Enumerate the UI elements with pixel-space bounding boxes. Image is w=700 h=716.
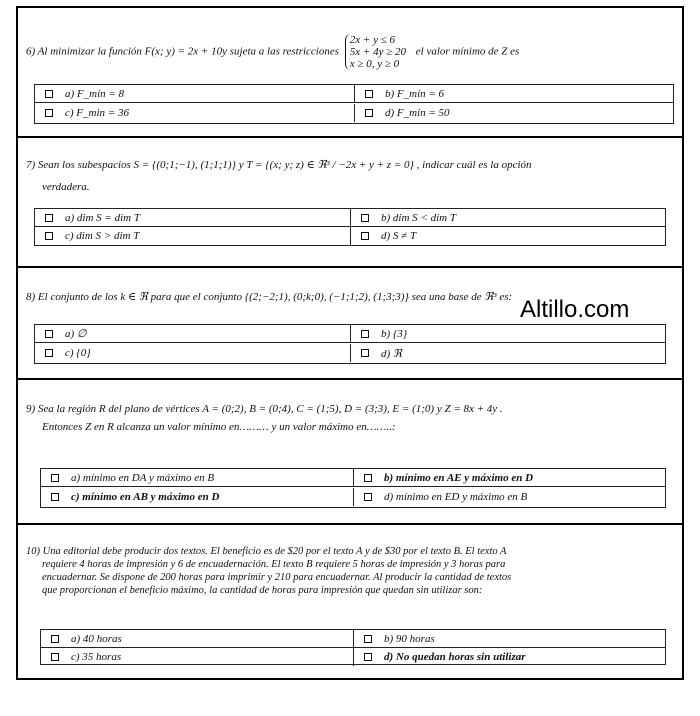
question-7-statement [26,158,674,194]
option-8c[interactable] [35,344,350,362]
checkbox[interactable] [51,474,59,482]
option-label: c) {0} [65,347,91,359]
checkbox[interactable] [45,109,53,117]
option-9b[interactable] [353,469,665,487]
checkbox[interactable] [365,90,373,98]
option-label: b) dim S < dim T [381,211,456,224]
question-10-line-3: encuadernar. Se dispone de 200 horas para imprimir y 210 para encuadernar. Al producir la cantidad de textos [42,572,512,583]
option-9d[interactable] [353,488,665,506]
option-10c[interactable] [41,648,353,666]
question-6 [18,8,682,138]
checkbox[interactable] [45,232,53,240]
option-label: c) F_min = 36 [65,107,129,119]
question-9-statement [26,402,674,434]
question-10-line-1: 10) Una editorial debe producir dos textos. El beneficio es de $20 por el texto A y de $30 por el texto B. El texto A [26,546,507,557]
option-8a[interactable] [35,325,350,343]
question-6-text-end: el valor mínimo de Z es [415,45,520,58]
option-7d[interactable] [350,227,665,245]
option-label: c) 35 horas [71,651,122,663]
option-label: b) F_min = 6 [385,87,445,100]
option-10d[interactable] [353,648,665,666]
checkbox[interactable] [364,635,372,643]
checkbox[interactable] [364,474,372,482]
question-9-text: 9) Sea la región R del plano de vértices A = (0;2), B = (0;4), C = (1;5), D = (3;3), E = (1;0) y Z = 8x + 4y . [26,403,503,415]
question-6-text: 6) Al minimizar la función F(x; y) = 2x + 10y sujeta a las restricciones [26,45,340,58]
question-8-options [34,324,666,364]
option-label: a) mínimo en DA y máximo en B [71,471,215,484]
option-label: a) ∅ [65,328,87,340]
constraint-1: 2x + y ≤ 6 [349,34,396,46]
option-8b[interactable] [350,325,665,343]
option-label: d) ℜ [381,347,402,360]
question-10-line-2: requiere 4 horas de impresión y 6 de encuadernación. El texto B requiere 5 horas de impresión y 3 horas para [42,559,506,570]
checkbox[interactable] [361,330,369,338]
option-label: a) 40 horas [71,632,122,645]
question-8 [18,268,682,380]
option-label: c) mínimo en AB y máximo en D [71,491,220,503]
checkbox[interactable] [45,214,53,222]
option-8d[interactable] [350,344,665,362]
watermark: Altillo.com [520,296,630,323]
question-9-options [40,468,666,508]
checkbox[interactable] [364,653,372,661]
option-7b[interactable] [350,209,665,227]
option-9a[interactable] [41,469,353,487]
option-label: a) F_min = 8 [65,87,125,100]
option-9c[interactable] [41,488,353,506]
question-6-statement [26,34,674,70]
checkbox[interactable] [361,232,369,240]
checkbox[interactable] [364,493,372,501]
checkbox[interactable] [45,90,53,98]
option-6d[interactable] [354,104,673,122]
question-10 [18,525,682,678]
question-7 [18,138,682,268]
option-label: d) S ≠ T [381,230,417,242]
option-label: a) dim S = dim T [65,211,140,224]
option-10a[interactable] [41,630,353,648]
question-9 [18,380,682,525]
question-6-options [34,84,674,124]
option-label: d) mínimo en ED y máximo en B [384,491,528,503]
question-10-statement [26,545,674,597]
option-6c[interactable] [35,104,354,122]
question-6-system [345,34,410,70]
option-6b[interactable] [354,85,673,103]
option-7a[interactable] [35,209,350,227]
option-label: d) No quedan horas sin utilizar [384,651,526,663]
checkbox[interactable] [361,349,369,357]
option-10b[interactable] [353,630,665,648]
option-label: b) {3} [381,327,408,340]
option-label: b) 90 horas [384,632,435,645]
option-6a[interactable] [35,85,354,103]
exam-frame [16,6,684,680]
question-7-options [34,208,666,246]
question-10-options [40,629,666,665]
question-9-text-end: Entonces Z en R alcanza un valor mínimo en……… y un valor máximo en……..: [42,421,396,433]
checkbox[interactable] [45,349,53,357]
question-7-text-end: verdadera. [42,181,90,193]
constraint-2: 5x + 4y ≥ 20 [349,46,407,58]
option-label: b) mínimo en AE y máximo en D [384,471,534,484]
option-7c[interactable] [35,227,350,245]
checkbox[interactable] [365,109,373,117]
checkbox[interactable] [45,330,53,338]
checkbox[interactable] [51,635,59,643]
question-8-text: 8) El conjunto de los k ∈ ℜ para que el conjunto {(2;−2;1), (0;k;0), (−1;1;2), (1;3;3)} sea una base de ℜ³ es: [26,291,513,303]
checkbox[interactable] [51,493,59,501]
question-7-text: 7) Sean los subespacios S = {(0;1;−1), (1;1;1)} y T = {(x; y; z) ∈ ℜ³ / −2x + y + z = 0} , indicar cuál es la opción [26,159,532,171]
option-label: c) dim S > dim T [65,230,140,242]
checkbox[interactable] [361,214,369,222]
checkbox[interactable] [51,653,59,661]
constraint-3: x ≥ 0, y ≥ 0 [349,58,400,70]
option-label: d) F_min = 50 [385,107,450,119]
question-10-line-4: que proporcionan el beneficio máximo, la cantidad de horas para impresión que quedan sin utilizar son: [42,585,483,596]
